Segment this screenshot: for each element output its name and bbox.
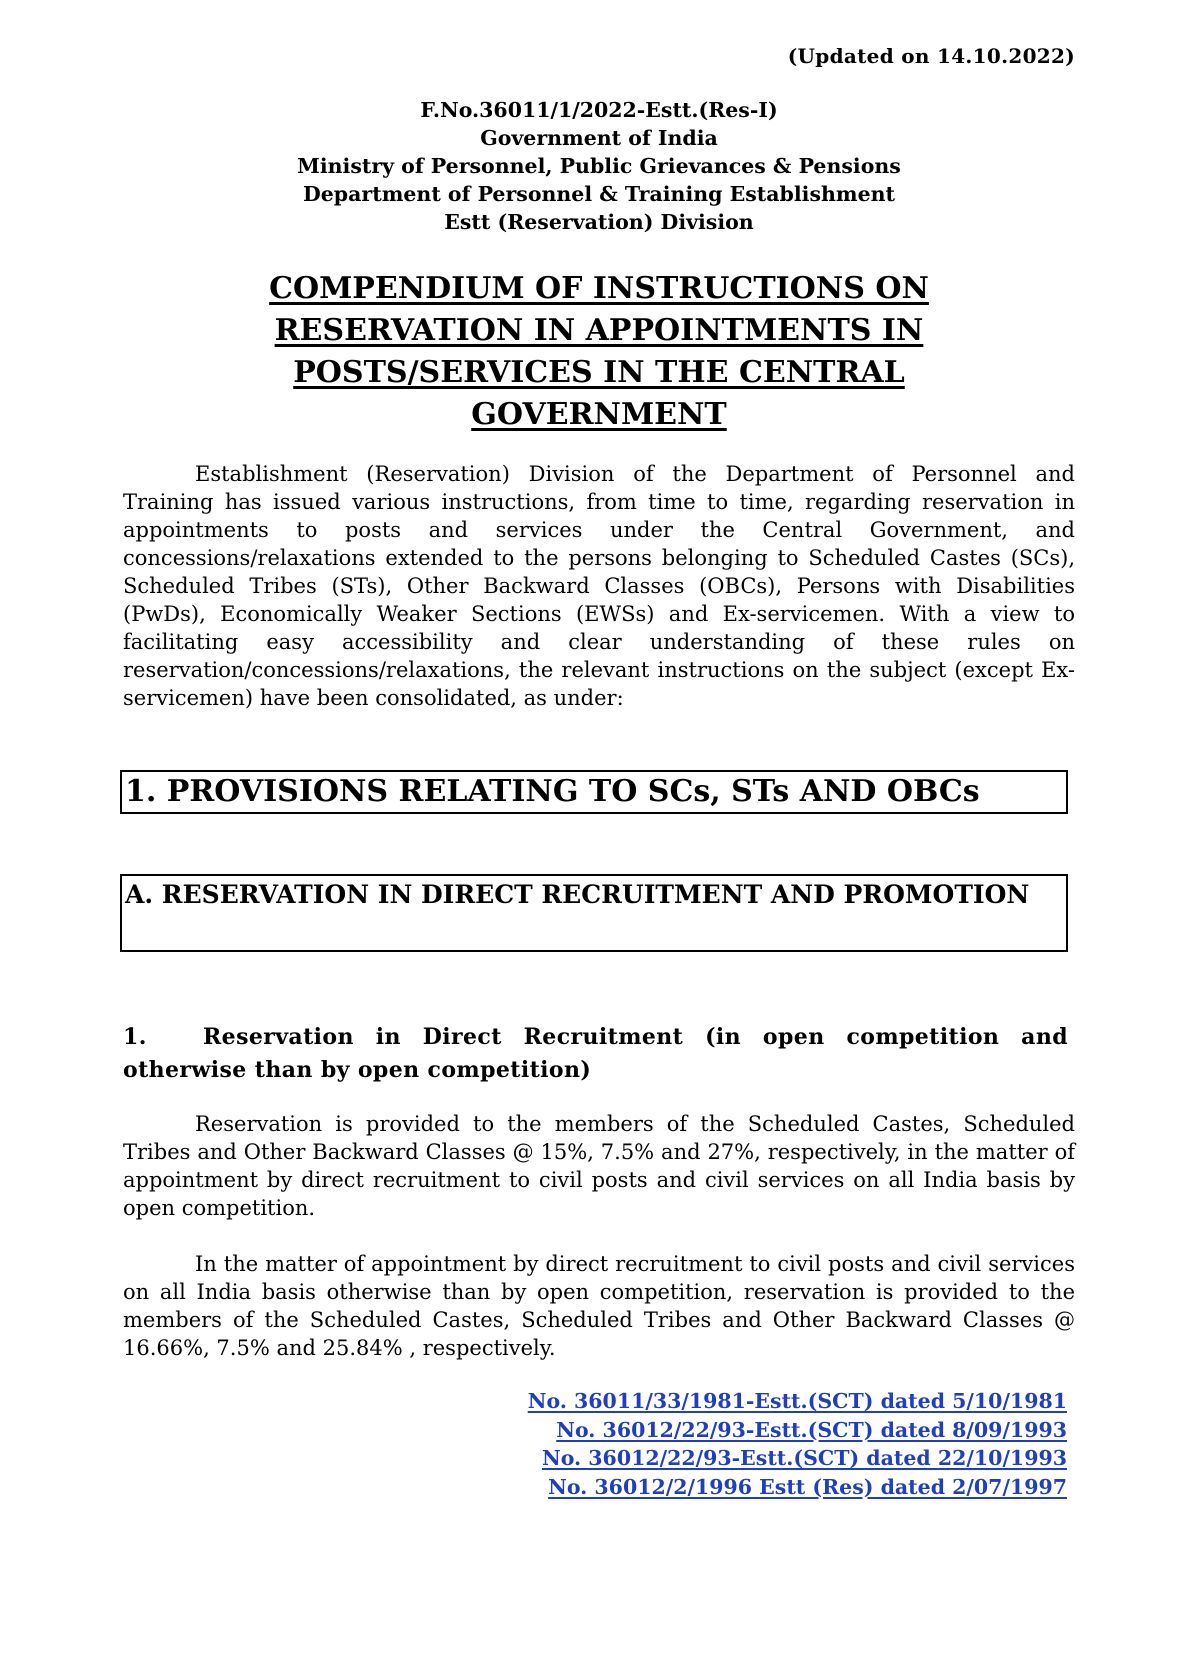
title-line: RESERVATION IN APPOINTMENTS IN (274, 313, 924, 348)
department-name: Department of Personnel & Training Establishment (302, 182, 895, 206)
title-line: GOVERNMENT (471, 397, 727, 432)
reference-link[interactable]: No. 36012/22/93-Estt.(SCT) dated 22/10/1993 (541, 1446, 1067, 1470)
item-number: 1. (123, 1024, 147, 1050)
reference-links (528, 1387, 1067, 1501)
body-paragraph: Reservation is provided to the members of the Scheduled Castes, Scheduled Tribes and Other Backward Classes @ 15%, 7.5% and 27%, respectively, in the matter of appointment by direct recruitment to civil posts and civil services on all India basis by open competition. (123, 1112, 1075, 1220)
file-number: F.No.36011/1/2022-Estt.(Res-I) (420, 98, 778, 122)
document-header (123, 96, 1075, 236)
government-name: Government of India (480, 126, 718, 150)
page-title (123, 268, 1075, 436)
section-heading: 1. PROVISIONS RELATING TO SCs, STs AND OBCs (120, 770, 1068, 814)
division-name: Estt (Reservation) Division (444, 210, 754, 234)
reference-link[interactable]: No. 36012/22/93-Estt.(SCT) dated 8/09/1993 (556, 1417, 1067, 1442)
reference-link[interactable]: No. 36012/2/1996 Estt (Res) dated 2/07/1997 (548, 1474, 1067, 1499)
body-paragraph: In the matter of appointment by direct recruitment to civil posts and civil services on all India basis otherwise than by open competition, reservation is provided to the members of the Scheduled Castes, Scheduled Tribes and Other Backward Classes @ 16.66%, 7.5% and 25.84% , respectively. (123, 1252, 1075, 1360)
item-heading (123, 1021, 1068, 1087)
title-line: COMPENDIUM OF INSTRUCTIONS ON (269, 271, 929, 306)
ministry-name: Ministry of Personnel, Public Grievances & Pensions (297, 154, 901, 178)
item-heading-text: Reservation in Direct Recruitment (in open competition and otherwise than by open competition) (123, 1024, 1068, 1083)
intro-paragraph: Establishment (Reservation) Division of the Department of Personnel and Training has issued various instructions, from time to time, regarding reservation in appointments to posts and services under the Central Government, and concessions/relaxations extended to the persons belonging to Scheduled Castes (SCs), Scheduled Tribes (STs), Other Backward Classes (OBCs), Persons with Disabilities (PwDs), Economically Weaker Sections (EWSs) and Ex-servicemen. With a view to facilitating easy accessibility and clear understanding of these rules on reservation/concessions/relaxations, the relevant instructions on the subject (except Ex-servicemen) have been consolidated, as under: (123, 462, 1075, 710)
subsection-heading: A. RESERVATION IN DIRECT RECRUITMENT AND PROMOTION (120, 874, 1068, 952)
title-line: POSTS/SERVICES IN THE CENTRAL (293, 355, 905, 390)
reference-link[interactable]: No. 36011/33/1981-Estt.(SCT) dated 5/10/1981 (527, 1389, 1067, 1413)
updated-date: (Updated on 14.10.2022) (787, 44, 1075, 68)
